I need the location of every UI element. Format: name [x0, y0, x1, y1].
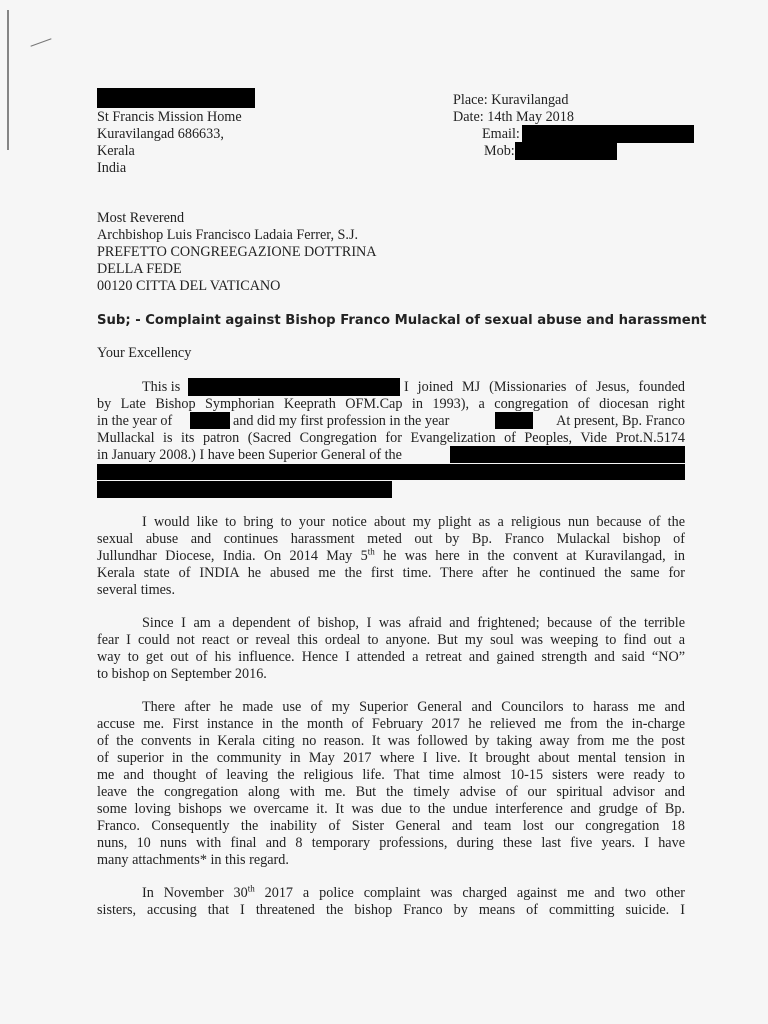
subject-line: Sub; - Complaint against Bishop Franco Mulackal of sexual abuse and harassment	[97, 313, 707, 328]
p1-line-2-block	[97, 396, 685, 413]
p5-line-1	[97, 885, 685, 902]
p3-line-4: to bishop on September 2016.	[97, 666, 267, 682]
mob-label: Mob:	[484, 143, 515, 159]
p4-line-5: me and thought of leaving the religious life. That time almost 10-15 sisters were ready to	[97, 767, 685, 783]
redacted-sender-name	[97, 88, 255, 108]
redacted-congregation-1	[450, 446, 685, 463]
p1-line-1b: I joined MJ (Missionaries of Jesus, founded	[404, 379, 685, 395]
p2-line-3	[97, 548, 685, 565]
p1-line-3c: At present, Bp. Franco	[556, 413, 685, 429]
p4-line-4: of superior in the community in May 2017 where I live. It brought about mental tension in	[97, 750, 685, 766]
p4-line-8: Franco. Consequently the inability of Sister General and team lost our congregation 18	[97, 818, 685, 834]
redacted-year-profession	[495, 412, 533, 429]
p1-line-5: in January 2008.) I have been Superior General of the	[97, 447, 402, 463]
p3-line-3: way to get out of his influence. Hence I attended a retreat and gained strength and said “NO”	[97, 649, 685, 665]
p4-line-7: some loving bishops we overcame it. It was due to the undue interference and grudge of Bp.	[97, 801, 685, 817]
p5-line-1a: In November 30	[142, 885, 248, 901]
p4-line-2: accuse me. First instance in the month of February 2017 he relieved me from the in-charge	[97, 716, 685, 732]
redacted-email	[522, 125, 694, 143]
p2-line-2: sexual abuse and continues harassment meted out by Bp. Franco Mulackal bishop of	[97, 531, 685, 547]
p4-line-1: There after he made use of my Superior General and Councilors to harass me and	[142, 699, 685, 715]
p1-line-3b: and did my first profession in the year	[233, 413, 450, 429]
recipient-line-4: DELLA FEDE	[97, 261, 182, 277]
p1-line-1a: This is	[142, 379, 181, 395]
p3-line-1: Since I am a dependent of bishop, I was afraid and frightened; because of the terrible	[142, 615, 685, 631]
email-label: Email:	[482, 126, 520, 142]
p5-line-1b: 2017 a police complaint was charged against me and two other	[254, 885, 685, 901]
p2-line-4: Kerala state of INDIA he abused me the first time. There after he continued the same for	[97, 565, 685, 581]
redacted-congregation-3	[97, 481, 392, 498]
p3-line-2: fear I could not react or reveal this ordeal to anyone. But my soul was weeping to find out a	[97, 632, 685, 648]
recipient-line-5: 00120 CITTA DEL VATICANO	[97, 278, 281, 294]
sender-line-3: Kerala	[97, 143, 135, 159]
p1-line-3a: in the year of	[97, 413, 173, 429]
p2-line-5: several times.	[97, 582, 176, 598]
scan-smudge-mark	[30, 38, 51, 46]
paragraph-2	[97, 514, 685, 599]
salutation: Your Excellency	[97, 345, 192, 361]
p4-line-9: nuns, 10 nuns with final and 8 temporary professions, during these last five years. I have	[97, 835, 685, 851]
p1-line-4: Mullackal is its patron (Sacred Congregation for Evangelization of Peoples, Vide Prot.N.5174	[97, 430, 685, 446]
p2-line-1: I would like to bring to your notice about my plight as a religious nun because of the	[142, 514, 685, 530]
p2-line-3-sup: th	[367, 546, 375, 557]
p2-line-3b: he was here in the convent at Kuravilangad, in	[374, 548, 686, 564]
sender-line-2: Kuravilangad 686633,	[97, 126, 224, 142]
p4-line-3: of the convents in Kerala citing no reason. It was followed by taking away from me the post	[97, 733, 685, 749]
date-line: Date: 14th May 2018	[453, 109, 574, 125]
recipient-line-2: Archbishop Luis Francisco Ladaia Ferrer, S.J.	[97, 227, 359, 243]
scan-edge-mark	[7, 10, 9, 150]
sender-line-1: St Francis Mission Home	[97, 109, 242, 125]
paragraph-3	[97, 615, 685, 683]
p5-line-2: sisters, accusing that I threatened the bishop Franco by means of committing suicide. I	[97, 902, 685, 918]
redacted-congregation-2	[97, 464, 685, 480]
p2-line-3a: Jullundhar Diocese, India. On 2014 May 5	[97, 548, 368, 564]
recipient-line-3: PREFETTO CONGREEGAZIONE DOTTRINA	[97, 244, 377, 260]
paragraph-4	[97, 699, 685, 869]
p4-line-10: many attachments* in this regard.	[97, 852, 289, 868]
place-line: Place: Kuravilangad	[453, 92, 569, 108]
redacted-year-joined	[190, 412, 230, 429]
p1-line-2: by Late Bishop Symphorian Keeprath OFM.Cap in 1993), a congregation of diocesan right	[97, 396, 685, 412]
sender-line-4: India	[97, 160, 127, 176]
p1-line-4-block	[97, 430, 685, 447]
recipient-line-1: Most Reverend	[97, 210, 185, 226]
p5-line-1-sup: th	[247, 883, 255, 894]
redacted-author-name	[188, 378, 400, 396]
paragraph-5	[97, 885, 685, 919]
redacted-mobile	[515, 142, 617, 160]
p4-line-6: leave the congregation along with me. But the timely advise of our spiritual advisor and	[97, 784, 685, 800]
